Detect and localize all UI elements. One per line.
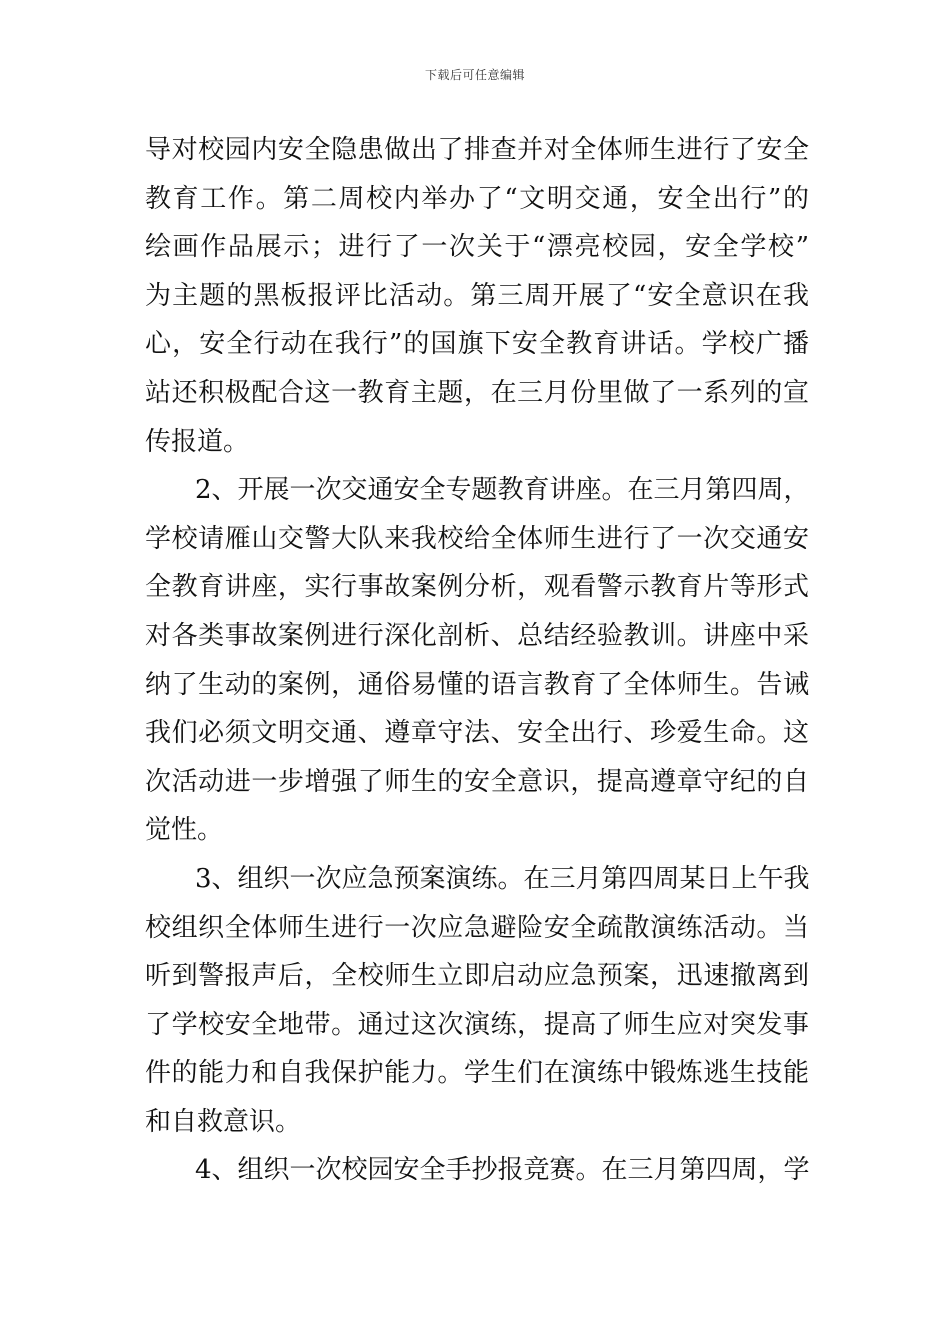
page-header: 下载后可任意编辑 bbox=[424, 68, 525, 82]
text-line: 校组织全体师生进行一次应急避险安全疏散演练活动。当 bbox=[145, 912, 809, 943]
text-line: 教育工作。第二周校内举办了“文明交通，安全出行”的 bbox=[145, 183, 809, 214]
text-line: 导对校园内安全隐患做出了排查并对全体师生进行了安全 bbox=[145, 135, 809, 165]
text-line: 纳了生动的案例，通俗易懂的语言教育了全体师生。告诫 bbox=[145, 669, 809, 700]
text-line: 觉性。 bbox=[145, 815, 224, 846]
text-line: 了学校安全地带。通过这次演练，提高了师生应对突发事 bbox=[145, 1009, 809, 1040]
text-line: 全教育讲座，实行事故案例分析，观看警示教育片等形式 bbox=[145, 572, 809, 603]
document-body bbox=[145, 126, 809, 1195]
text-line: 心，安全行动在我行”的国旗下安全教育讲话。学校广播 bbox=[145, 329, 809, 360]
text-line: 我们必须文明交通、遵章守法、安全出行、珍爱生命。这 bbox=[145, 718, 809, 749]
text-line: 和自救意识。 bbox=[145, 1106, 302, 1137]
text-line: 绘画作品展示；进行了一次关于“漂亮校园，安全学校” bbox=[145, 232, 809, 263]
text-line: 2、开展一次交通安全专题教育讲座。在三月第四周， bbox=[195, 475, 810, 506]
text-line: 4、组织一次校园安全手抄报竞赛。在三月第四周，学 bbox=[195, 1155, 810, 1186]
text-line: 为主题的黑板报评比活动。第三周开展了“安全意识在我 bbox=[145, 280, 809, 311]
text-line: 学校请雁山交警大队来我校给全体师生进行了一次交通安 bbox=[145, 523, 809, 554]
text-line: 站还积极配合这一教育主题，在三月份里做了一系列的宣 bbox=[145, 377, 809, 408]
text-line: 听到警报声后，全校师生立即启动应急预案，迅速撤离到 bbox=[145, 961, 809, 992]
text-line: 3、组织一次应急预案演练。在三月第四周某日上午我 bbox=[195, 863, 810, 894]
text-line: 次活动进一步增强了师生的安全意识，提高遵章守纪的自 bbox=[145, 766, 809, 797]
text-line: 对各类事故案例进行深化剖析、总结经验教训。讲座中采 bbox=[145, 620, 809, 651]
text-line: 传报道。 bbox=[145, 426, 250, 457]
text-line: 件的能力和自我保护能力。学生们在演练中锻炼逃生技能 bbox=[145, 1058, 809, 1089]
